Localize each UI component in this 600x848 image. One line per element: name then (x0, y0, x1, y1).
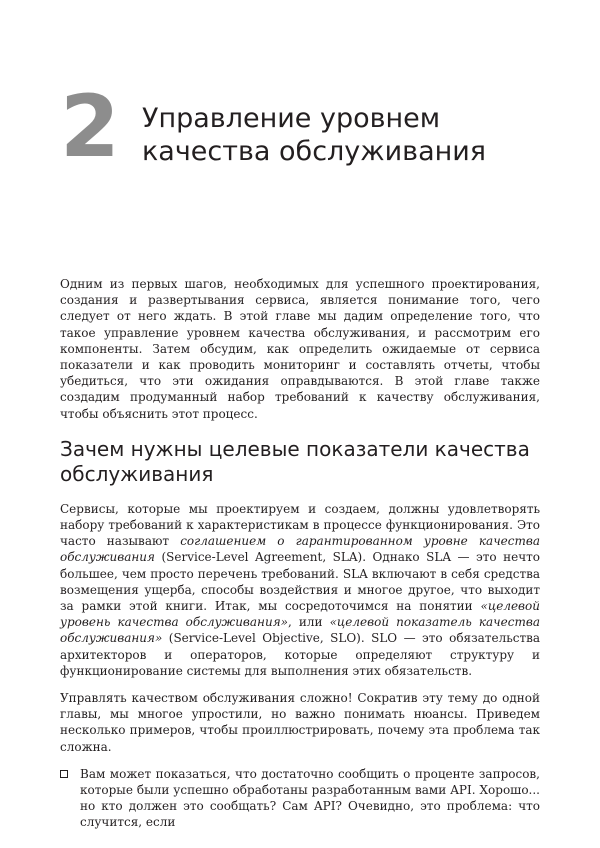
section-heading-line2: обслуживания (60, 461, 214, 486)
section-paragraph-2: Управлять качеством обслуживания сложно! Сократив эту тему до одной главы, мы многое упростили, но важно понимать нюансы. Приведем несколько примеров, чтобы проиллюстрировать, почему эта проблема так сложна. (60, 691, 540, 754)
chapter-title (142, 102, 486, 168)
section-heading (60, 437, 540, 487)
p1-emphasis-slo-1: «целевой уровень качества обслуживания» (60, 599, 540, 630)
bullet-list (60, 766, 540, 831)
chapter-number: 2 (60, 77, 120, 177)
p1-text-3: , или (287, 615, 330, 630)
checkbox-bullet-icon (60, 770, 68, 778)
p1-emphasis-slo-2: «целевой показатель качества обслуживания» (60, 615, 540, 646)
intro-paragraph: Одним из первых шагов, необходимых для успешного проектирования, создания и развертывания сервиса, является понимание того, чего следует от него ждать. В этой главе мы дадим определение того, что такое управление уровнем качества обслуживания, и рассмотрим его компоненты. Затем обсудим, как определить ожидаемые от сервиса показатели и как проводить мониторинг и составлять отчеты, чтобы убедиться, что эти ожидания оправдываются. В этой главе также создадим продуманный набор требований к качеству обслуживания, чтобы объяснить этот процесс. (60, 277, 540, 421)
p1-text-2: (Service-Level Agreement, SLA). Однако SLA — это нечто большее, чем просто перечень требований. SLA включают в себя средства возмещения ущерба, способы воздействия и многое другое, что выходит за рамки этой книги. Итак, мы сосредоточимся на понятии (60, 550, 540, 614)
section-heading-line1: Зачем нужны целевые показатели качества (60, 436, 530, 461)
p1-text-4: (Service-Level Objective, SLO). SLO — это обязательства архитекторов и операторов, которые определяют структуру и функционирование системы для выполнения этих обязательств. (60, 631, 540, 678)
page-body (60, 276, 540, 831)
list-item (60, 766, 540, 831)
section-paragraph-1 (60, 501, 540, 679)
p1-emphasis-sla: соглашением о гарантированном уровне качества обслуживания (60, 534, 541, 565)
chapter-header (60, 77, 550, 178)
p1-text-1: Сервисы, которые мы проектируем и создаем, должны удовлетворять набору требований к характеристикам в процессе функционирования. Это часто называют (60, 501, 540, 549)
chapter-title-line1: Управление уровнем (142, 103, 441, 134)
bullet-text: Вам может показаться, что достаточно сообщить о проценте запросов, которые были успешно обработаны разработанным вами API. Хорошо... но кто должен это сообщать? Сам API? Очевидно, это проблема: что случится, если (80, 766, 540, 830)
chapter-title-line2: качества обслуживания (142, 136, 487, 167)
